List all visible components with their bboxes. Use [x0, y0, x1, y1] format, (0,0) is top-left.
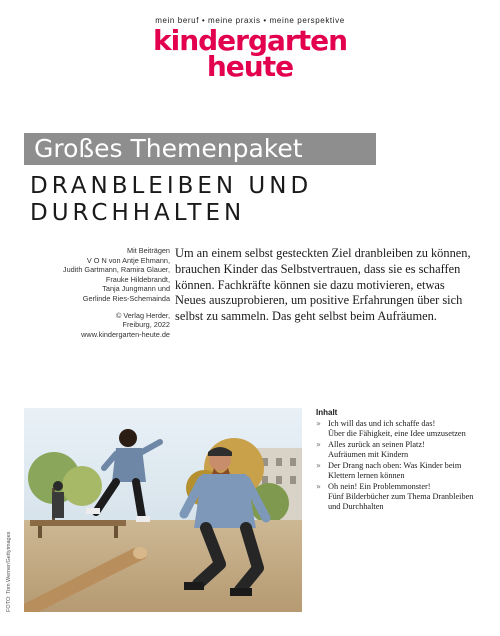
section-banner: Großes Themenpaket	[24, 133, 376, 165]
logo-line-kindergarten: kindergarten	[152, 24, 348, 57]
toc-item	[316, 461, 486, 481]
credit-line: Judith Gartmann, Ramira Glauer,	[62, 265, 170, 275]
logo-line-heute: heute	[206, 50, 294, 83]
publisher-place-year: Freiburg, 2022	[122, 320, 170, 330]
website-url: www.kindergarten-heute.de	[81, 329, 170, 339]
toc-item-subtitle: Klettern lernen können	[328, 471, 405, 480]
credit-line: V O N von Antje Ehmann,	[86, 255, 170, 265]
toc-title: Inhalt	[316, 408, 338, 417]
toc-item-title: Ich will das und ich schaffe das!	[328, 419, 436, 428]
photo-credit: FOTO: Tom Werner/Gettyimages	[6, 531, 12, 612]
magazine-tagline: mein beruf • meine praxis • meine perspektive	[155, 16, 345, 25]
double-chevron-right-icon: »	[316, 440, 321, 449]
article-headline	[30, 173, 470, 227]
magazine-logo	[0, 24, 500, 83]
toc-item-subtitle: Fünf Bilderbücher zum Thema Dranbleiben und Durchhalten	[328, 492, 474, 511]
toc-item-title: Alles zurück an seinen Platz!	[328, 440, 425, 449]
double-chevron-right-icon: »	[316, 482, 321, 491]
double-chevron-right-icon: »	[316, 419, 321, 428]
toc-item	[316, 419, 486, 439]
lead-paragraph: Um an einem selbst gesteckten Ziel dranbleiben zu können, brauchen Kinder das Selbstvertrauen, dass sie es schaffen können. Fachkräfte können sie dazu motivieren, etwas Neues auszuprobieren, um positive Erfahrungen über sich selbst zu sammeln. Das geht selbst beim Aufräumen.	[175, 246, 471, 324]
headline-line-2: DURCHHALTEN	[30, 200, 246, 226]
toc-item-title: Der Drang nach oben: Was Kinder beim	[328, 461, 462, 470]
credit-line: Tanja Jungmann und	[102, 284, 170, 294]
toc-item-subtitle: Aufräumen mit Kindern	[328, 450, 409, 459]
toc-item	[316, 482, 486, 512]
credit-line: Gerlinde Ries-Schemainda	[82, 293, 170, 303]
author-credits	[24, 246, 170, 339]
cover-photo	[24, 408, 302, 612]
credit-line: Frauke Hildebrandt,	[105, 274, 170, 284]
toc-item-title: Oh nein! Ein Problemmonster!	[328, 482, 431, 491]
credit-line: Mit Beiträgen	[127, 246, 170, 255]
toc-item-subtitle: Über die Fähigkeit, eine Idee umzusetzen	[328, 429, 466, 438]
headline-line-1: DRANBLEIBEN UND	[30, 173, 313, 199]
double-chevron-right-icon: »	[316, 461, 321, 470]
table-of-contents	[316, 408, 486, 513]
publisher: © Verlag Herder,	[115, 310, 170, 320]
photo-illustration	[24, 408, 302, 612]
toc-item	[316, 440, 486, 460]
